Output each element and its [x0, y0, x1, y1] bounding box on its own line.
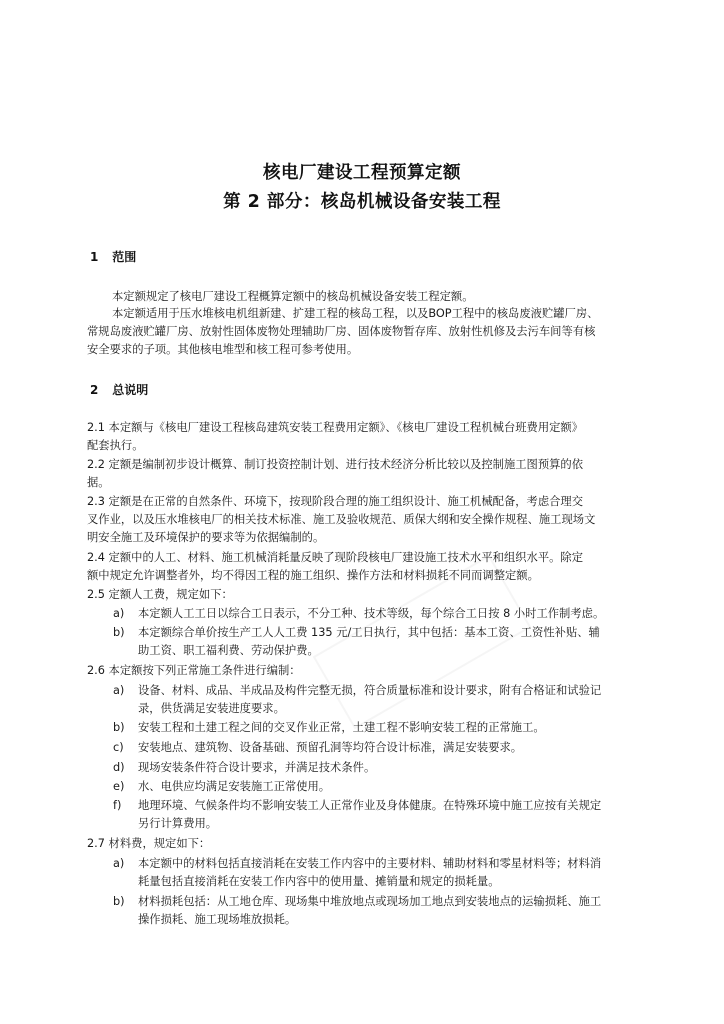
list-label: e) [113, 780, 125, 793]
page-title: 核电厂建设工程预算定额 [263, 163, 461, 183]
section-number: 1 [90, 250, 99, 264]
clause-line: 2.1 本定额与《核电厂建设工程核岛建筑安装工程费用定额》、《核电厂建设工程机械台班费用定额》 [87, 421, 584, 434]
list-item-line: 现场安装条件符合设计要求，并满足技术条件。 [138, 761, 376, 774]
paragraph-line: 本定额适用于压水堆核电机组新建、扩建工程的核岛工程，以及BOP工程中的核岛废液贮罐厂房、 [112, 307, 599, 320]
list-item-line: 水、电供应均满足安装施工正常使用。 [138, 780, 331, 793]
clause-line: 2.3 定额是在正常的自然条件、环境下，按现阶段合理的施工组织设计、施工机械配备，考虑合理交 [87, 495, 584, 508]
list-item-line: 安装工程和土建工程之间的交叉作业正常，土建工程不影响安装工程的正常施工。 [138, 721, 545, 734]
clause-line: 2.7 材料费，规定如下： [87, 837, 211, 850]
list-item-line: 另行计算费用。 [138, 817, 218, 830]
paragraph-line: 常规岛废液贮罐厂房、放射性固体废物处理辅助厂房、固体废物暂存库、放射性机修及去污车间等有核 [87, 325, 596, 338]
section-title: 范围 [112, 250, 137, 264]
section-heading-scope [90, 248, 136, 265]
clause-line: 据。 [87, 476, 110, 489]
page-subtitle: 第 2 部分：核岛机械设备安装工程 [223, 192, 501, 212]
list-label: a) [113, 857, 125, 870]
list-label: a) [113, 607, 125, 620]
list-item-line: 本定额综合单价按生产工人人工费 135 元/工日执行，其中包括：基本工资、工资性补贴、辅 [138, 626, 600, 639]
clause-line: 2.2 定额是编制初步设计概算、制订投资控制计划、进行技术经济分析比较以及控制施工图预算的依 [87, 458, 584, 471]
clause-line: 配套执行。 [87, 439, 144, 452]
clause-line: 额中规定允许调整者外，均不得因工程的施工组织、操作方法和材料损耗不同而调整定额。 [87, 569, 539, 582]
list-label: b) [113, 626, 125, 639]
clause-line: 叉作业，以及压水堆核电厂的相关技术标准、施工及验收规范、质保大纲和安全操作规程、施工现场文 [87, 513, 596, 526]
list-item-line: 耗量包括直接消耗在安装工作内容中的使用量、摊销量和规定的损耗量。 [138, 875, 500, 888]
list-item-line: 助工资、职工福利费、劳动保护费。 [138, 644, 319, 657]
clause-line: 2.4 定额中的人工、材料、施工机械消耗量反映了现阶段核电厂建设施工技术水平和组织水平。除定 [87, 551, 584, 564]
list-item-line: 地理环境、气候条件均不影响安装工人正常作业及身体健康。在特殊环境中施工应按有关规定 [138, 799, 602, 812]
list-label: f) [113, 799, 122, 812]
list-label: b) [113, 721, 125, 734]
paragraph-line: 安全要求的子项。其他核电堆型和核工程可参考使用。 [87, 343, 359, 356]
list-label: a) [113, 684, 125, 697]
section-title: 总说明 [112, 383, 149, 397]
clause-line: 明安全施工及环境保护的要求等为依据编制的。 [87, 531, 325, 544]
list-label: d) [113, 761, 125, 774]
section-number: 2 [90, 383, 99, 397]
list-label: b) [113, 895, 125, 908]
clause-line: 2.5 定额人工费，规定如下： [87, 588, 233, 601]
list-item-line: 操作损耗、施工现场堆放损耗。 [138, 913, 297, 926]
clause-line: 2.6 本定额按下列正常施工条件进行编制： [87, 664, 301, 677]
list-item-line: 设备、材料、成品、半成品及构件完整无损，符合质量标准和设计要求，附有合格证和试验记 [138, 684, 602, 697]
list-item-line: 材料损耗包括：从工地仓库、现场集中堆放地点或现场加工地点到安装地点的运输损耗、施工 [138, 895, 602, 908]
list-item-line: 安装地点、建筑物、设备基础、预留孔洞等均符合设计标准，满足安装要求。 [138, 741, 523, 754]
list-item-line: 本定额中的材料包括直接消耗在安装工作内容中的主要材料、辅助材料和零星材料等；材料消 [138, 857, 602, 870]
list-item-line: 录，供货满足安装进度要求。 [138, 702, 285, 715]
section-heading-general [90, 381, 148, 398]
paragraph-line: 本定额规定了核电厂建设工程概算定额中的核岛机械设备安装工程定额。 [112, 290, 474, 303]
list-label: c) [113, 741, 124, 754]
list-item-line: 本定额人工工日以综合工日表示，不分工种、技术等级，每个综合工日按 8 小时工作制考虑。 [138, 607, 605, 620]
